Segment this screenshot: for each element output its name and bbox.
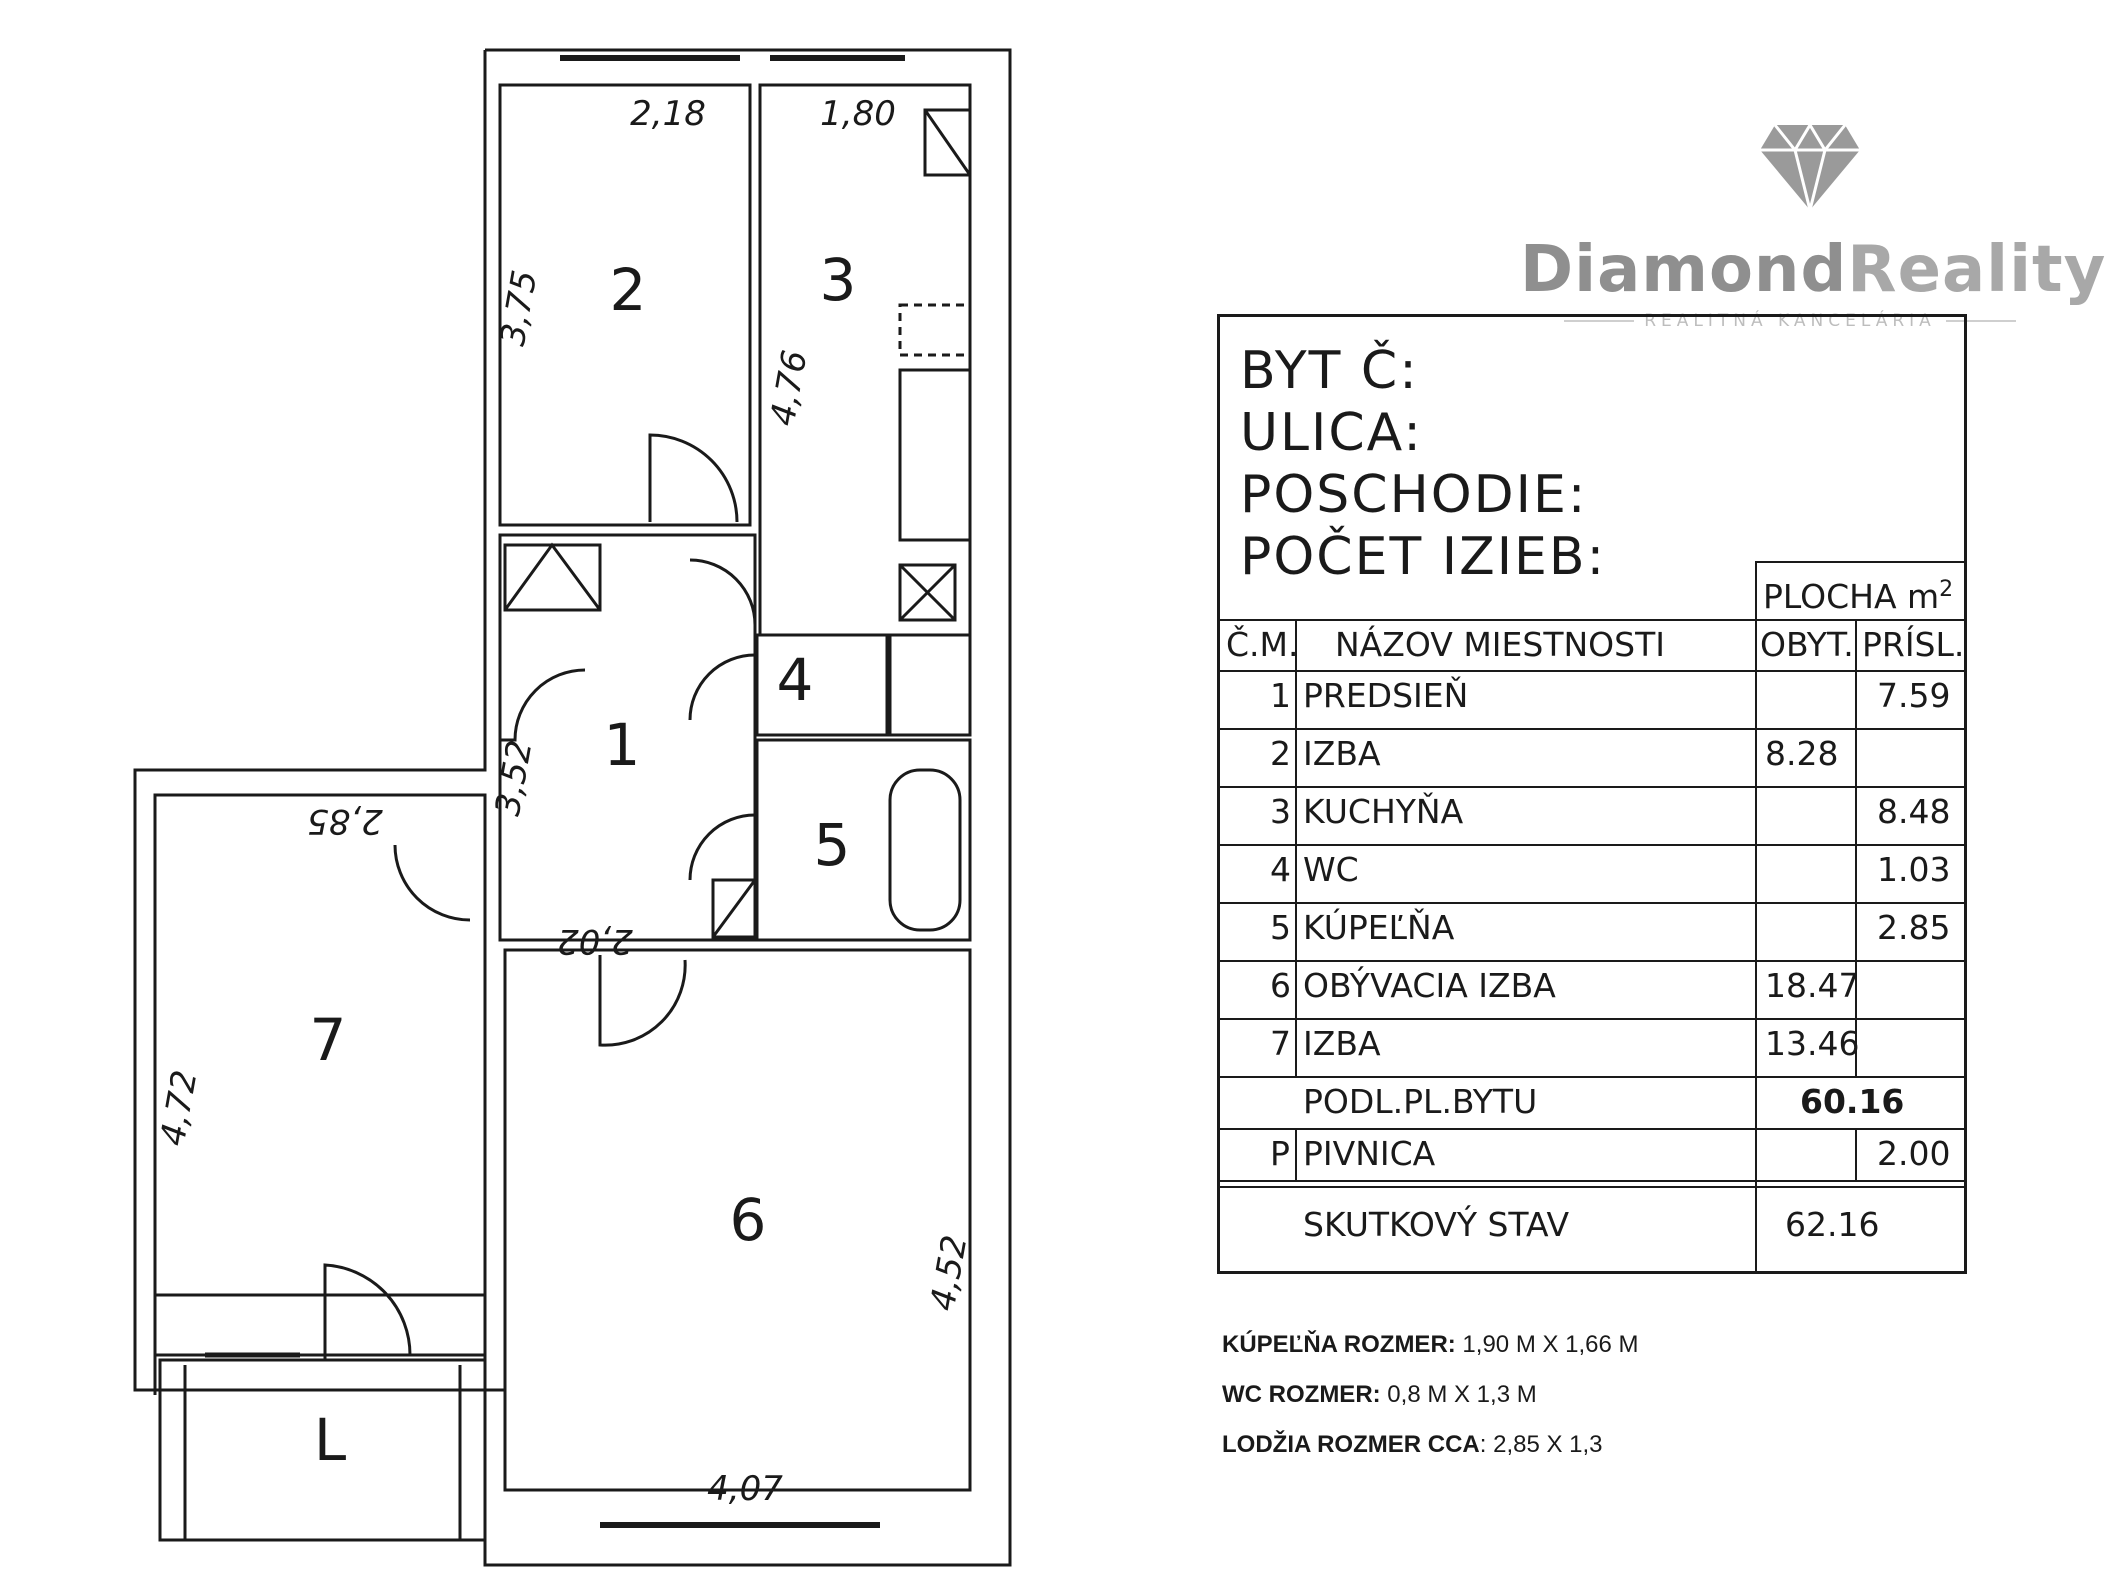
- area-unit-sup: 2: [1939, 577, 1954, 602]
- room-dimension: 3,75: [492, 267, 546, 349]
- cellar-prisl: 2.00: [1877, 1134, 1951, 1173]
- header-pocet-izieb: POČET IZIEB:: [1240, 527, 1607, 587]
- room-dimension: 4,76: [762, 347, 816, 429]
- row-prisl: 8.48: [1877, 792, 1951, 831]
- room-number-5: 5: [813, 811, 851, 879]
- total-value: 62.16: [1785, 1205, 1880, 1244]
- subtotal-value: 60.16: [1800, 1082, 1905, 1121]
- row-divider: [1220, 786, 1964, 788]
- area-header: [1763, 577, 1953, 616]
- col-num-header: Č.M.: [1226, 625, 1299, 664]
- note-loggia-label: LODŽIA ROZMER CCA: [1222, 1431, 1480, 1458]
- note-loggia: [1222, 1420, 1639, 1470]
- subtotal-label: PODL.PL.BYTU: [1303, 1082, 1538, 1121]
- area-label: PLOCHA m: [1763, 577, 1940, 616]
- room-dimension: 1,80: [820, 94, 896, 134]
- note-bathroom-value: 1,90 M X 1,66 M: [1455, 1331, 1639, 1358]
- row-num: 2: [1270, 734, 1291, 773]
- brand-part2: Reality: [1847, 233, 2107, 307]
- col-name-header: NÁZOV MIESTNOSTI: [1335, 625, 1665, 664]
- room-dimension: 4,07: [707, 1469, 783, 1509]
- note-bathroom-label: KÚPEĽŇA ROZMER:: [1222, 1331, 1456, 1358]
- row-name: PREDSIEŇ: [1303, 676, 1469, 715]
- room-number-2: 2: [609, 256, 647, 324]
- header-ulica: ULICA:: [1240, 403, 1423, 463]
- cellar-name: PIVNICA: [1303, 1134, 1436, 1173]
- row-prisl: 7.59: [1877, 676, 1951, 715]
- row-obyt: 13.46: [1765, 1024, 1860, 1063]
- row-divider: [1220, 728, 1964, 730]
- room-number-4: 4: [776, 646, 814, 714]
- note-bathroom: [1222, 1320, 1639, 1370]
- header-poschodie: POSCHODIE:: [1240, 465, 1588, 525]
- room-number-6: 6: [729, 1186, 767, 1254]
- dimension-notes: [1222, 1320, 1639, 1470]
- brand-tagline: REALITNÁ KANCELÁRIA: [1520, 311, 2060, 331]
- row-divider: [1220, 1018, 1964, 1020]
- row-name: WC: [1303, 850, 1359, 889]
- floor-plan: [0, 0, 1040, 1571]
- header-byt: BYT Č:: [1240, 341, 1419, 401]
- note-wc-value: 0,8 M X 1,3 M: [1380, 1381, 1537, 1408]
- row-name: OBÝVACIA IZBA: [1303, 966, 1556, 1005]
- room-number-L: L: [313, 1406, 347, 1474]
- room-dimension: 2,18: [630, 94, 706, 134]
- row-divider: [1220, 844, 1964, 846]
- note-wc: [1222, 1370, 1639, 1420]
- brand-name: [1520, 233, 2107, 307]
- row-prisl: 2.85: [1877, 908, 1951, 947]
- diamond-icon: [1755, 105, 1865, 215]
- row-prisl: 1.03: [1877, 850, 1951, 889]
- row-name: IZBA: [1303, 734, 1381, 773]
- row-num: 3: [1270, 792, 1291, 831]
- row-name: KÚPEĽŇA: [1303, 908, 1455, 947]
- cellar-num: P: [1270, 1134, 1290, 1173]
- room-number-7: 7: [309, 1006, 347, 1074]
- row-num: 4: [1270, 850, 1291, 889]
- room-dimension: 3,52: [487, 737, 541, 819]
- room-dimension: 4,72: [152, 1067, 206, 1149]
- row-name: IZBA: [1303, 1024, 1381, 1063]
- apartment-area-table: [1217, 314, 1967, 1274]
- row-obyt: 8.28: [1765, 734, 1839, 773]
- col-prisl-header: PRÍSL.: [1862, 625, 1965, 664]
- brand-logo: [1520, 105, 2107, 335]
- total-label: SKUTKOVÝ STAV: [1303, 1205, 1570, 1244]
- row-obyt: 18.47: [1765, 966, 1860, 1005]
- row-divider: [1220, 902, 1964, 904]
- room-dimension: 2,85: [307, 801, 383, 841]
- note-wc-label: WC ROZMER:: [1222, 1381, 1381, 1408]
- room-dimension: 4,52: [922, 1232, 976, 1314]
- row-num: 5: [1270, 908, 1291, 947]
- room-number-1: 1: [603, 711, 641, 779]
- row-divider: [1220, 960, 1964, 962]
- room-dimension: 2,02: [557, 921, 633, 961]
- row-num: 1: [1270, 676, 1291, 715]
- note-loggia-value: : 2,85 X 1,3: [1479, 1431, 1603, 1458]
- row-name: KUCHYŇA: [1303, 792, 1464, 831]
- row-num: 6: [1270, 966, 1291, 1005]
- room-number-3: 3: [819, 246, 857, 314]
- row-num: 7: [1270, 1024, 1291, 1063]
- col-obyt-header: OBYT.: [1760, 625, 1854, 664]
- brand-part1: Diamond: [1520, 233, 1848, 307]
